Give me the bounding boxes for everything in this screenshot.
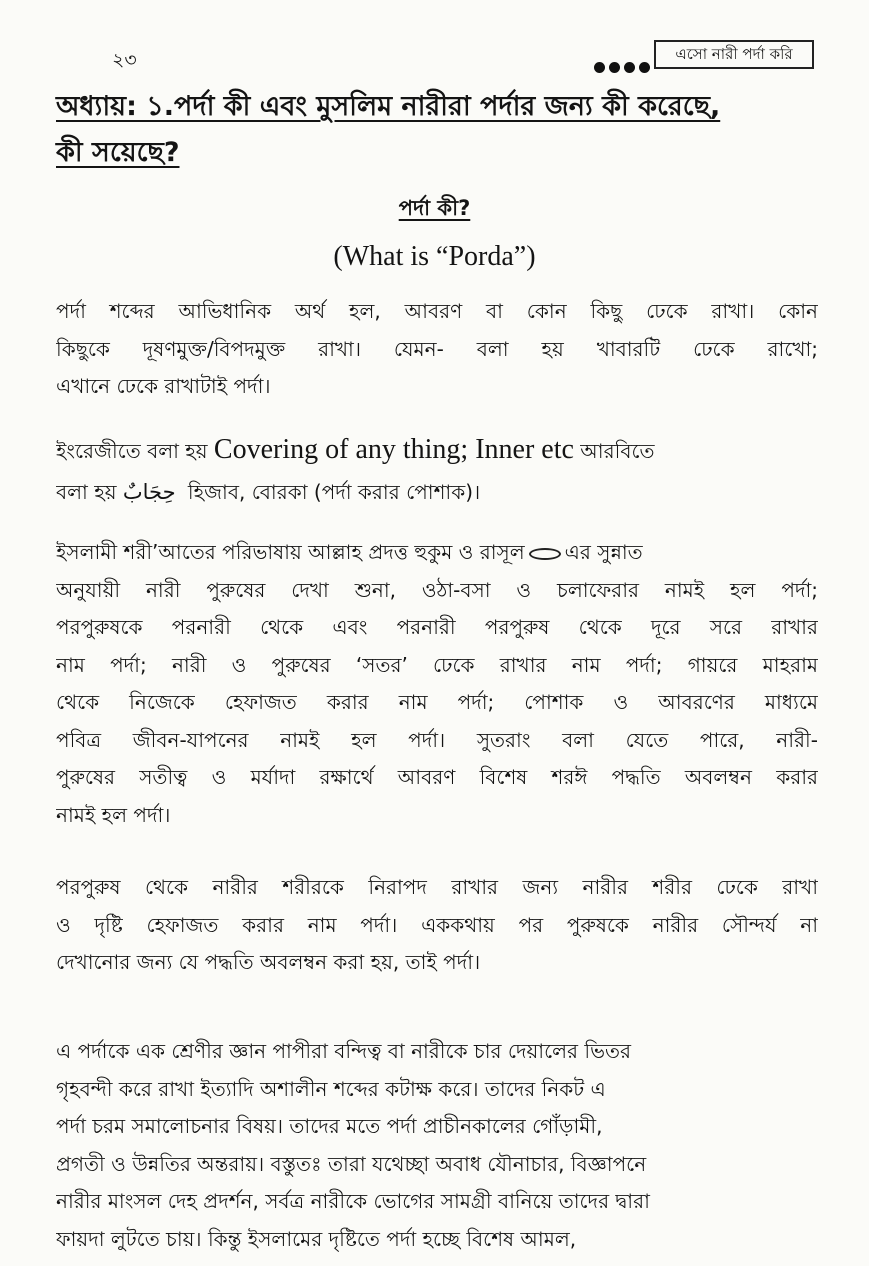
paragraph-line: কিছুকে দূষণমুক্ত/বিপদমুক্ত রাখা। যেমন- বলা হয় খাবারটি ঢেকে রাখো; xyxy=(56,336,818,361)
paragraph-line: অনুযায়ী নারী পুরুষের দেখা শুনা, ওঠা-বসা ও চলাফেরার নামই হল পর্দা; xyxy=(56,577,818,602)
paragraph-line: থেকে নিজেকে হেফাজত করার নাম পর্দা; পোশাক ও আবরণের মাধ্যমে xyxy=(56,690,818,714)
paragraph-3 xyxy=(56,534,818,834)
paragraph-line: নারীর মাংসল দেহ প্রদর্শন, সর্বত্র নারীকে ভোগের সামগ্রী বানিয়ে তাদের দ্বারা xyxy=(56,1189,650,1213)
paragraph-5 xyxy=(56,1033,818,1258)
paragraph-line: দেখানোর জন্য যে পদ্ধতি অবলম্বন করা হয়, তাই পর্দা। xyxy=(56,950,481,974)
paragraph-line: প্রগতী ও উন্নতির অন্তরায়। বস্তুতঃ তারা যথেচ্ছা অবাধ যৌনাচার, বিজ্ঞাপনে xyxy=(56,1151,647,1176)
paragraph-4 xyxy=(56,869,818,982)
header-dots-ornament xyxy=(594,62,650,74)
paragraph-line: পর্দা চরম সমালোচনার বিষয়। তাদের মতে পর্দা প্রাচীনকালের গোঁড়ামী, xyxy=(56,1114,603,1138)
paragraph-line: এ পর্দাকে এক শ্রেণীর জ্ঞান পাপীরা বন্দিত্ব বা নারীকে চার দেয়ালের ভিতর xyxy=(56,1039,632,1063)
paragraph-line xyxy=(56,429,818,471)
salutation-calligraphy-icon xyxy=(529,548,561,560)
dot-ornament xyxy=(609,62,620,73)
dot-ornament xyxy=(594,62,605,73)
paragraph-text: এর সুন্নাত xyxy=(564,540,643,564)
paragraph-line: নামই হল পর্দা। xyxy=(56,802,171,827)
paragraph-text: ইংরেজীতে বলা হয় xyxy=(56,439,208,463)
paragraph-1 xyxy=(56,293,818,406)
paragraph-2 xyxy=(56,429,818,513)
paragraph-line: গৃহবন্দী করে রাখা ইত্যাদি অশালীন শব্দের কটাক্ষ করে। তাদের নিকট এ xyxy=(56,1076,606,1101)
paragraph-line xyxy=(56,471,818,513)
chapter-title-line-2: কী সয়েছে? xyxy=(56,137,180,168)
paragraph-line: পরপুরুষ থেকে নারীর শরীরকে নিরাপদ রাখার জন্য নারীর শরীর ঢেকে রাখা xyxy=(56,875,818,899)
paragraph-text: বলা হয় xyxy=(56,480,117,504)
section-heading: পর্দা কী? xyxy=(398,196,471,220)
chapter-title-line-1: অধ্যায়: ১.পর্দা কী এবং মুসলিম নারীরা পর্দার জন্য কী করেছে, xyxy=(56,91,721,122)
paragraph-line: পুরুষের সতীত্ব ও মর্যাদা রক্ষার্থে আবরণ বিশেষ শরঈ পদ্ধতি অবলম্বন করার xyxy=(56,765,818,789)
chapter-title xyxy=(56,84,826,176)
dot-ornament xyxy=(639,62,650,73)
paragraph-text: ইসলামী শরী’আতের পরিভাষায় আল্লাহ প্রদত্ত হুকুম ও রাসূল xyxy=(56,540,525,564)
paragraph-line: ও দৃষ্টি হেফাজত করার নাম পর্দা। এককথায় পর পুরুষকে নারীর সৌন্দর্য না xyxy=(56,912,818,937)
running-header-title: এসো নারী পর্দা করি xyxy=(654,40,814,69)
paragraph-line: পবিত্র জীবন-যাপনের নামই হল পর্দা। সুতরাং বলা যেতে পারে, নারী- xyxy=(56,727,818,752)
paragraph-text: হিজাব, বোরকা (পর্দা করার পোশাক)। xyxy=(187,480,481,504)
arabic-word: حِجَابٌ xyxy=(122,480,176,504)
paragraph-line: পরপুরুষকে পরনারী থেকে এবং পরনারী পরপুরুষ থেকে দূরে সরে রাখার xyxy=(56,615,818,639)
dot-ornament xyxy=(624,62,635,73)
section-subheading: (What is “Porda”) xyxy=(333,241,536,272)
paragraph-line xyxy=(56,534,818,572)
page-number: ২৩ xyxy=(112,49,137,71)
english-phrase: Covering of any thing; Inner etc xyxy=(213,434,574,465)
paragraph-line: নাম পর্দা; নারী ও পুরুষের ‘সতর’ ঢেকে রাখার নাম পর্দা; গায়রে মাহরাম xyxy=(56,652,818,677)
paragraph-text: আরবিতে xyxy=(580,439,655,463)
paragraph-line: ফায়দা লুটতে চায়। কিন্তু ইসলামের দৃষ্টিতে পর্দা হচ্ছে বিশেষ আমল, xyxy=(56,1226,577,1251)
paragraph-line: পর্দা শব্দের আভিধানিক অর্থ হল, আবরণ বা কোন কিছু ঢেকে রাখা। কোন xyxy=(56,299,818,323)
paragraph-line: এখানে ঢেকে রাখাটাই পর্দা। xyxy=(56,374,271,398)
